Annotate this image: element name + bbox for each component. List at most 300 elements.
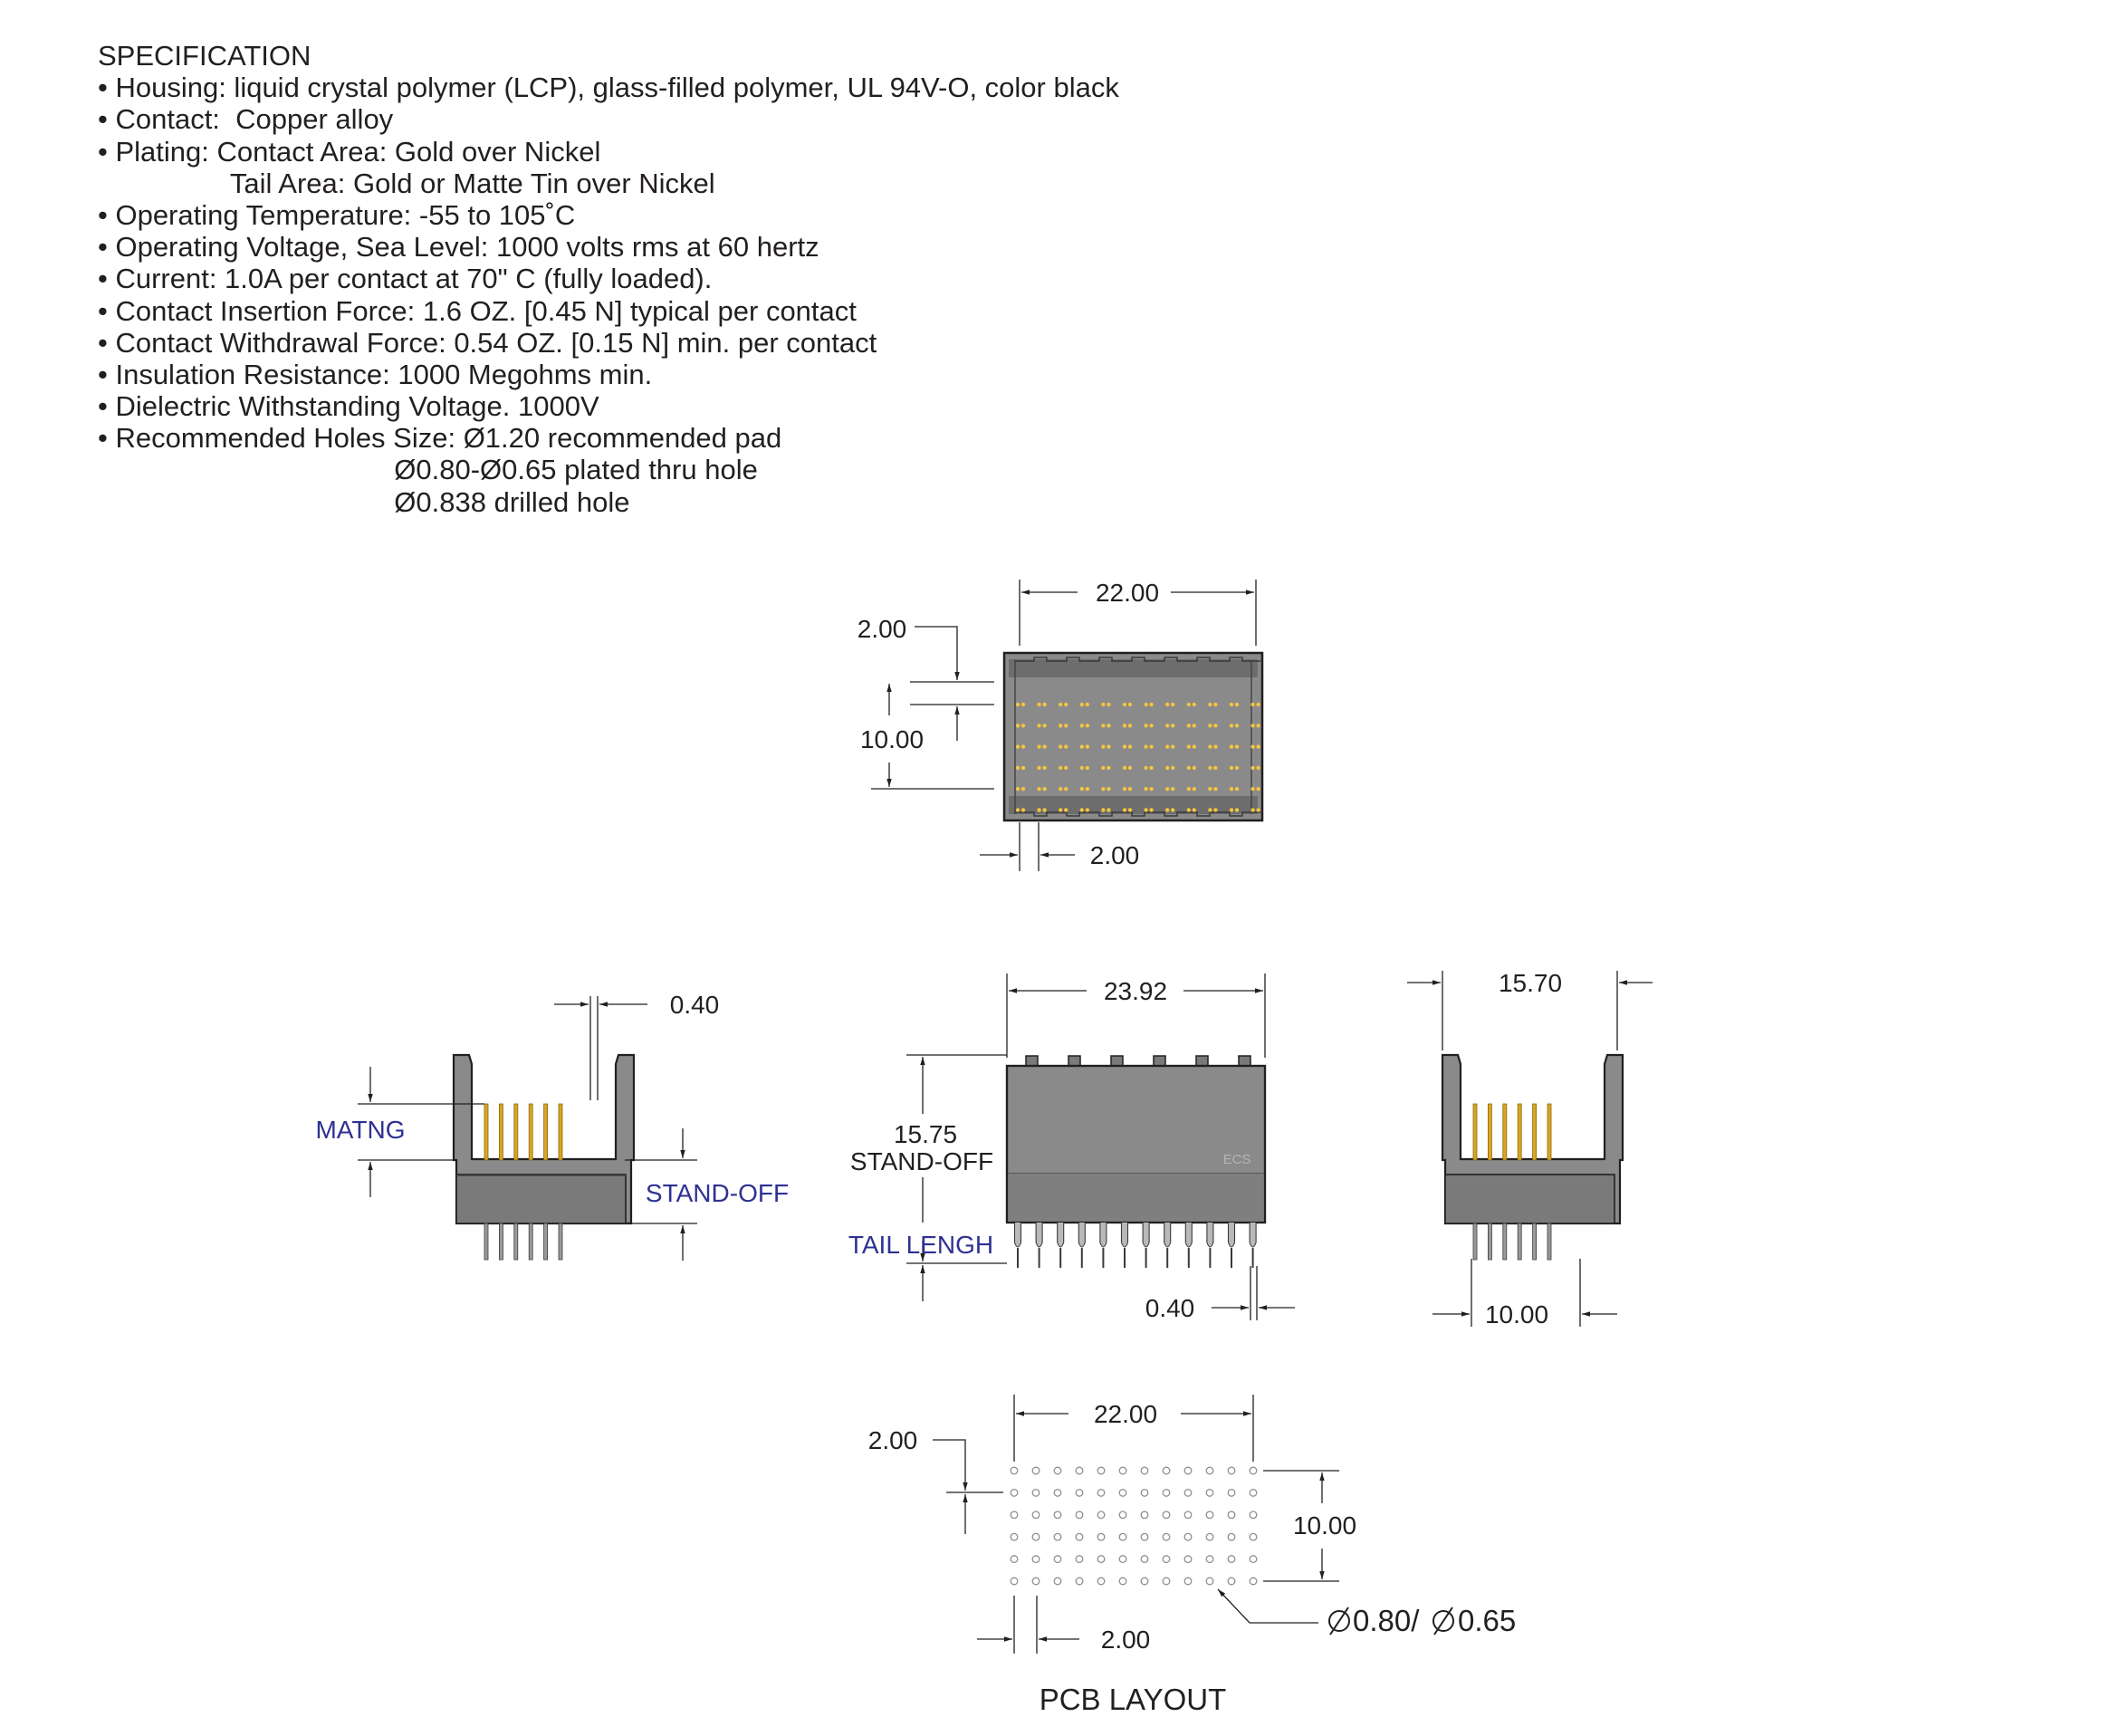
contact-pin [1503, 1104, 1507, 1160]
pcb-pitch-dimension [977, 1596, 1150, 1654]
pcb-hole [1228, 1578, 1235, 1585]
contact-dot [1059, 766, 1062, 770]
contact-dot [1187, 744, 1191, 748]
spec-item-current: • Current: 1.0A per contact at 70" C (fully loaded). [98, 263, 713, 295]
spec-item-withdrawal-force: • Contact Withdrawal Force: 0.54 OZ. [0.15 N] min. per contact [98, 326, 877, 359]
contact-pin [1488, 1104, 1491, 1160]
contact-dot [1235, 808, 1239, 811]
tail-pin [1143, 1223, 1149, 1247]
pcb-hole [1250, 1556, 1257, 1563]
contact-dot [1235, 744, 1239, 748]
contact-dot [1042, 724, 1046, 727]
pcb-hole [1119, 1467, 1126, 1474]
tail-pin [1473, 1223, 1477, 1260]
contact-pin [499, 1104, 503, 1160]
contact-dot [1021, 808, 1025, 811]
contact-dot [1128, 744, 1132, 748]
pcb-hole [1228, 1490, 1235, 1497]
contact-dot [1235, 787, 1239, 791]
pcb-hole [1076, 1578, 1083, 1585]
contact-dot [1250, 808, 1254, 811]
pcb-hole [1250, 1467, 1257, 1474]
contact-dot [1064, 703, 1068, 706]
spec-item-plating-tail: Tail Area: Gold or Matte Tin over Nickel [98, 167, 715, 199]
pcb-hole [1032, 1556, 1040, 1563]
top-height-dimension [860, 684, 994, 789]
contact-dot [1107, 787, 1110, 791]
spec-item-temperature: • Operating Temperature: -55 to 105˚C [98, 198, 576, 231]
contact-dot [1149, 703, 1153, 706]
contact-dot [1250, 703, 1254, 706]
contact-dot [1123, 787, 1126, 791]
contact-dot [1021, 766, 1025, 770]
left-pin-width-label: 0.40 [669, 991, 720, 1019]
pcb-hole [1163, 1490, 1170, 1497]
contact-dot [1059, 703, 1062, 706]
contact-dot [1059, 724, 1062, 727]
contact-dot [1149, 808, 1153, 811]
tail-pin [484, 1223, 488, 1260]
contact-dot [1016, 744, 1020, 748]
right-width-label: 15.70 [1498, 969, 1563, 997]
contact-dot [1256, 703, 1260, 706]
contact-dot [1123, 703, 1126, 706]
contact-dot [1042, 808, 1046, 811]
top-height-label: 10.00 [859, 725, 925, 753]
contact-dot [1101, 787, 1105, 791]
contact-dot [1064, 787, 1068, 791]
contact-dot [1107, 744, 1110, 748]
tail-pin [544, 1223, 548, 1260]
contact-dot [1256, 808, 1260, 811]
pcb-hole [1054, 1467, 1061, 1474]
pcb-hole [1163, 1556, 1170, 1563]
contact-dot [1165, 703, 1169, 706]
tail-pin [1250, 1223, 1256, 1247]
contact-dot [1165, 808, 1169, 811]
pcb-hole [1250, 1490, 1257, 1497]
contact-dot [1213, 703, 1217, 706]
pcb-hole [1184, 1578, 1192, 1585]
pcb-hole [1141, 1511, 1148, 1519]
contact-pin [559, 1104, 562, 1160]
pcb-hole [1011, 1533, 1018, 1540]
tail-pin [1488, 1223, 1491, 1260]
contact-dot [1123, 766, 1126, 770]
contact-dot [1193, 787, 1196, 791]
pcb-hole [1032, 1578, 1040, 1585]
tail-pin [1100, 1223, 1107, 1247]
side-view-left [315, 991, 789, 1261]
pcb-hole [1054, 1578, 1061, 1585]
left-standoff-dimension [625, 1128, 789, 1261]
pcb-hole [1011, 1556, 1018, 1563]
contact-dot [1230, 724, 1233, 727]
left-standoff-label: STAND-OFF [645, 1179, 790, 1207]
pcb-hole [1054, 1556, 1061, 1563]
contact-pin [1533, 1104, 1537, 1160]
pcb-hole [1184, 1511, 1192, 1519]
contact-dot [1250, 744, 1254, 748]
top-width-dimension [1020, 579, 1256, 646]
contact-dot [1064, 808, 1068, 811]
pcb-layout-caption: PCB LAYOUT [1039, 1683, 1227, 1716]
tail-pin [1518, 1223, 1521, 1260]
tail-pin [1058, 1223, 1064, 1247]
pcb-hole [1011, 1467, 1018, 1474]
contact-pin [529, 1104, 532, 1160]
contact-dot [1080, 744, 1084, 748]
contact-dot [1208, 808, 1212, 811]
right-pin-span-label: 10.00 [1484, 1300, 1549, 1328]
contact-dot [1037, 787, 1040, 791]
pcb-hole [1097, 1556, 1105, 1563]
contact-dot [1213, 787, 1217, 791]
contact-dot [1187, 787, 1191, 791]
pcb-hole [1141, 1467, 1148, 1474]
contact-dot [1165, 766, 1169, 770]
pcb-hole-size-label: 0.80/ [1353, 1604, 1420, 1637]
pcb-hole [1206, 1467, 1213, 1474]
contact-pin [484, 1104, 488, 1160]
contact-dot [1171, 808, 1174, 811]
front-standoff-label: STAND-OFF [849, 1147, 994, 1175]
pcb-width-dimension [1014, 1395, 1253, 1462]
pcb-hole-size-alt-label: 0.65 [1458, 1604, 1517, 1637]
contact-dot [1086, 744, 1089, 748]
spec-item-insulation: • Insulation Resistance: 1000 Megohms min. [98, 358, 653, 390]
contact-dot [1193, 744, 1196, 748]
contact-dot [1187, 724, 1191, 727]
contact-dot [1144, 787, 1147, 791]
pcb-hole [1097, 1490, 1105, 1497]
contact-dot [1149, 724, 1153, 727]
contact-dot [1171, 744, 1174, 748]
contact-dot [1021, 787, 1025, 791]
contact-dot [1230, 787, 1233, 791]
pcb-hole [1184, 1533, 1192, 1540]
contact-dot [1171, 703, 1174, 706]
contact-dot [1101, 724, 1105, 727]
front-view-tails [1015, 1223, 1257, 1268]
contact-dot [1230, 808, 1233, 811]
tail-pin [514, 1223, 518, 1260]
contact-pin [1547, 1104, 1551, 1160]
contact-dot [1128, 724, 1132, 727]
top-view-housing [1004, 653, 1262, 820]
tail-pin [1533, 1223, 1537, 1260]
contact-dot [1230, 703, 1233, 706]
pcb-layout [868, 1395, 1516, 1716]
tail-pin [1207, 1223, 1213, 1247]
contact-dot [1080, 787, 1084, 791]
contact-dot [1021, 744, 1025, 748]
contact-dot [1213, 808, 1217, 811]
pcb-hole [1076, 1511, 1083, 1519]
contact-dot [1086, 787, 1089, 791]
contact-dot [1250, 787, 1254, 791]
contact-dot [1213, 766, 1217, 770]
pcb-hole [1097, 1578, 1105, 1585]
contact-dot [1086, 808, 1089, 811]
contact-dot [1250, 766, 1254, 770]
contact-dot [1208, 724, 1212, 727]
front-pin-label: 0.40 [1145, 1294, 1195, 1322]
contact-dot [1144, 703, 1147, 706]
front-view-marking: ECS [1222, 1152, 1251, 1167]
pcb-hole [1163, 1511, 1170, 1519]
contact-dot [1165, 744, 1169, 748]
top-width-label: 22.00 [1095, 579, 1160, 607]
contact-dot [1080, 766, 1084, 770]
contact-dot [1256, 744, 1260, 748]
tail-pin [1036, 1223, 1042, 1247]
contact-dot [1016, 724, 1020, 727]
contact-dot [1059, 744, 1062, 748]
spec-item-contact: • Contact: Copper alloy [98, 103, 394, 136]
tail-pin [1164, 1223, 1171, 1247]
contact-dot [1101, 766, 1105, 770]
pcb-hole-grid [1011, 1467, 1257, 1585]
side-view-right [1407, 969, 1653, 1328]
contact-dot [1250, 724, 1254, 727]
contact-dot [1016, 766, 1020, 770]
left-mating-label: MATNG [315, 1116, 406, 1144]
contact-dot [1107, 703, 1110, 706]
pcb-hole [1119, 1511, 1126, 1519]
pcb-hole [1228, 1533, 1235, 1540]
pcb-height-label: 10.00 [1292, 1511, 1357, 1539]
pcb-hole [1032, 1467, 1040, 1474]
pcb-hole [1076, 1467, 1083, 1474]
contact-dot [1016, 787, 1020, 791]
right-pin-span-dimension [1432, 1259, 1617, 1328]
pcb-pitch-label: 2.00 [1100, 1626, 1151, 1654]
contact-dot [1230, 766, 1233, 770]
front-view [848, 974, 1295, 1322]
contact-dot [1042, 787, 1046, 791]
contact-dot [1193, 766, 1196, 770]
contact-dot [1149, 766, 1153, 770]
pcb-hole [1054, 1511, 1061, 1519]
contact-dot [1123, 724, 1126, 727]
front-height-dimension [848, 1055, 1007, 1301]
spec-item-hole-size: • Recommended Holes Size: Ø1.20 recommended pad [98, 422, 782, 455]
contact-dot [1256, 787, 1260, 791]
contact-dot [1037, 744, 1040, 748]
pcb-hole-callout [1218, 1589, 1516, 1637]
contact-dot [1144, 724, 1147, 727]
contact-dot [1144, 808, 1147, 811]
contact-pin [1473, 1104, 1477, 1160]
contact-dot [1208, 766, 1212, 770]
pcb-hole [1119, 1490, 1126, 1497]
contact-dot [1235, 724, 1239, 727]
pcb-hole [1250, 1578, 1257, 1585]
pcb-hole [1076, 1490, 1083, 1497]
pcb-hole [1184, 1556, 1192, 1563]
contact-dot [1042, 703, 1046, 706]
contact-dot [1235, 703, 1239, 706]
contact-dot [1064, 724, 1068, 727]
right-width-dimension [1407, 969, 1653, 1050]
pcb-hole [1163, 1467, 1170, 1474]
pcb-hole [1141, 1556, 1148, 1563]
top-row-offset-dimension [858, 615, 994, 741]
contact-dot [1064, 744, 1068, 748]
pcb-hole [1076, 1556, 1083, 1563]
tail-pin [1503, 1223, 1507, 1260]
tail-pin [529, 1223, 532, 1260]
spec-title: SPECIFICATION [98, 40, 311, 72]
contact-dot [1086, 703, 1089, 706]
contact-dot [1021, 724, 1025, 727]
contact-dot [1208, 744, 1212, 748]
pcb-hole [1076, 1533, 1083, 1540]
pcb-hole [1141, 1533, 1148, 1540]
contact-dot [1107, 724, 1110, 727]
contact-dot [1123, 744, 1126, 748]
pcb-hole [1119, 1578, 1126, 1585]
tail-pin [1122, 1223, 1128, 1247]
pcb-hole [1097, 1467, 1105, 1474]
contact-dot [1144, 766, 1147, 770]
contact-dot [1059, 787, 1062, 791]
contact-dot [1187, 766, 1191, 770]
contact-dot [1080, 703, 1084, 706]
pcb-hole [1206, 1511, 1213, 1519]
contact-dot [1128, 766, 1132, 770]
contact-dot [1171, 787, 1174, 791]
contact-dot [1080, 724, 1084, 727]
contact-dot [1021, 703, 1025, 706]
contact-dot [1213, 744, 1217, 748]
contact-dot [1080, 808, 1084, 811]
pcb-row-offset-label: 2.00 [867, 1426, 918, 1454]
top-pitch-label: 2.00 [1089, 841, 1140, 869]
contact-dot [1037, 766, 1040, 770]
contact-dot [1213, 724, 1217, 727]
pcb-hole [1011, 1511, 1018, 1519]
tail-pin [1185, 1223, 1192, 1247]
pcb-hole [1032, 1511, 1040, 1519]
contact-dot [1037, 724, 1040, 727]
contact-dot [1208, 787, 1212, 791]
contact-dot [1042, 744, 1046, 748]
pcb-hole [1228, 1556, 1235, 1563]
contact-dot [1128, 808, 1132, 811]
front-tail-label: TAIL LENGH [848, 1231, 994, 1259]
left-pin-width-dimension [554, 991, 719, 1100]
contact-dot [1149, 744, 1153, 748]
contact-dot [1042, 766, 1046, 770]
pcb-hole [1250, 1533, 1257, 1540]
contact-dot [1086, 766, 1089, 770]
contact-dot [1193, 808, 1196, 811]
contact-dot [1165, 787, 1169, 791]
tail-pin [1078, 1223, 1085, 1247]
contact-dot [1107, 766, 1110, 770]
pcb-width-label: 22.00 [1093, 1400, 1158, 1428]
contact-dot [1165, 724, 1169, 727]
contact-dot [1037, 808, 1040, 811]
front-height-label: 15.75 [893, 1120, 958, 1148]
contact-dot [1101, 808, 1105, 811]
pcb-hole [1206, 1490, 1213, 1497]
pcb-hole [1206, 1578, 1213, 1585]
tail-pin [559, 1223, 562, 1260]
tail-pin [1229, 1223, 1235, 1247]
contact-dot [1144, 744, 1147, 748]
contact-dot [1101, 744, 1105, 748]
top-pitch-dimension [980, 822, 1139, 871]
contact-dot [1187, 703, 1191, 706]
contact-dot [1193, 703, 1196, 706]
contact-dot [1256, 766, 1260, 770]
front-width-label: 23.92 [1103, 977, 1168, 1005]
contact-pin [514, 1104, 518, 1160]
contact-dot [1123, 808, 1126, 811]
top-row-offset-label: 2.00 [857, 615, 907, 643]
pcb-hole [1206, 1556, 1213, 1563]
tail-pin [1015, 1223, 1021, 1247]
spec-item-dielectric: • Dielectric Withstanding Voltage. 1000V [98, 390, 599, 423]
pcb-hole [1184, 1490, 1192, 1497]
pcb-hole [1163, 1533, 1170, 1540]
pcb-row-offset-dimension [868, 1426, 1003, 1534]
spec-item-plating: • Plating: Contact Area: Gold over Nickel [98, 135, 601, 168]
contact-dot [1016, 808, 1020, 811]
contact-dot [1256, 724, 1260, 727]
contact-dot [1171, 766, 1174, 770]
pcb-hole [1119, 1533, 1126, 1540]
contact-dot [1086, 724, 1089, 727]
tail-pin [1547, 1223, 1551, 1260]
contact-dot [1171, 724, 1174, 727]
contact-dot [1037, 703, 1040, 706]
pcb-hole [1119, 1556, 1126, 1563]
pcb-hole [1054, 1490, 1061, 1497]
pcb-hole [1141, 1578, 1148, 1585]
pcb-hole [1011, 1578, 1018, 1585]
pcb-hole [1097, 1533, 1105, 1540]
pcb-height-dimension [1263, 1471, 1356, 1581]
pcb-hole [1206, 1533, 1213, 1540]
tail-pin [499, 1223, 503, 1260]
front-width-dimension [1007, 974, 1265, 1058]
contact-dot [1064, 766, 1068, 770]
diameter-icon [1433, 1607, 1453, 1635]
pcb-hole [1250, 1511, 1257, 1519]
pcb-hole [1054, 1533, 1061, 1540]
pcb-hole [1011, 1490, 1018, 1497]
pcb-hole [1032, 1533, 1040, 1540]
spec-item-housing: • Housing: liquid crystal polymer (LCP), glass-filled polymer, UL 94V-O, color black [98, 72, 1119, 104]
pcb-hole [1163, 1578, 1170, 1585]
pcb-hole [1228, 1467, 1235, 1474]
spec-item-voltage: • Operating Voltage, Sea Level: 1000 volts rms at 60 hertz [98, 231, 819, 264]
pcb-hole [1097, 1511, 1105, 1519]
contact-pin [1518, 1104, 1521, 1160]
contact-dot [1230, 744, 1233, 748]
pcb-hole [1184, 1467, 1192, 1474]
pcb-hole [1228, 1511, 1235, 1519]
contact-dot [1208, 703, 1212, 706]
diameter-icon [1329, 1607, 1349, 1635]
contact-dot [1187, 808, 1191, 811]
contact-pin [544, 1104, 548, 1160]
spec-item-hole-size-drilled: Ø0.838 drilled hole [98, 485, 630, 518]
